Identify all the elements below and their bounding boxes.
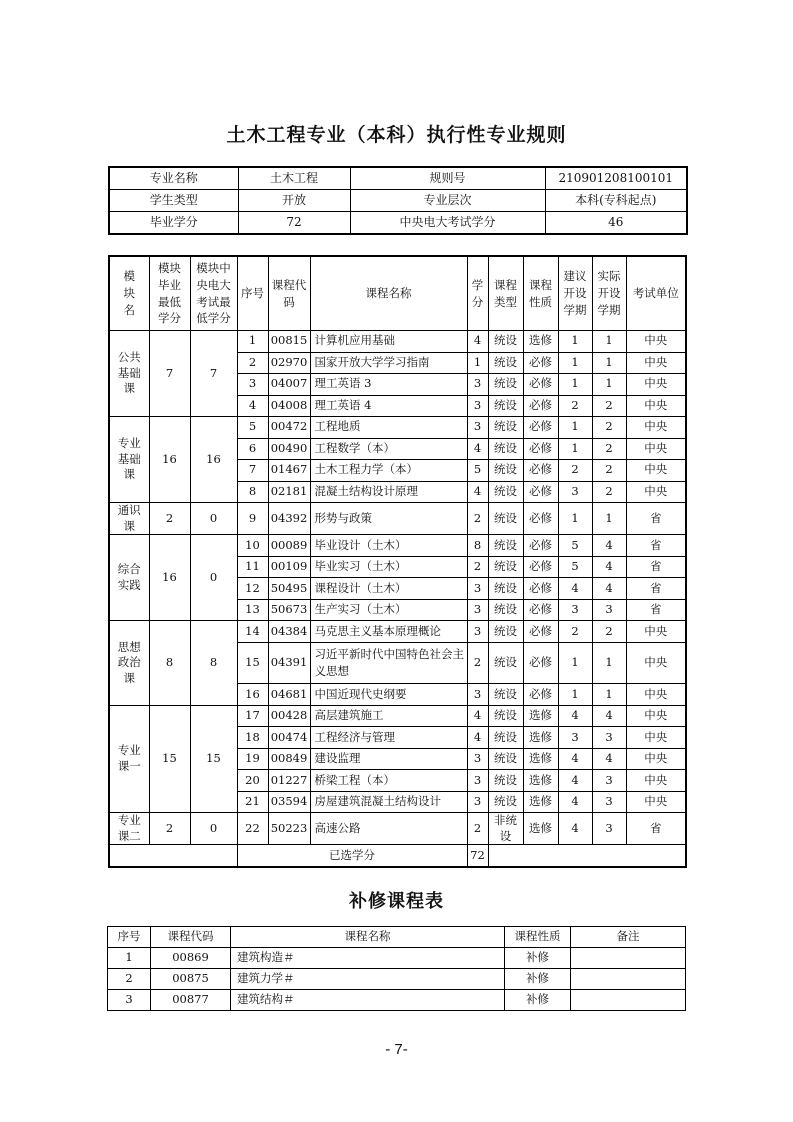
course-seq: 5 [237, 417, 268, 439]
course-type: 统设 [488, 705, 523, 727]
total-blank [488, 845, 686, 867]
actual-term: 4 [592, 705, 626, 727]
module-min-credit: 16 [149, 417, 190, 503]
exam-unit: 中央 [626, 642, 686, 684]
actual-term: 4 [592, 748, 626, 770]
course-code: 01227 [268, 770, 310, 792]
table-row [109, 705, 686, 727]
course-name: 桥梁工程（本） [310, 770, 467, 792]
course-seq: 2 [237, 352, 268, 374]
exam-unit: 中央 [626, 331, 686, 353]
course-credit: 3 [467, 748, 488, 770]
column-header: 序号 [108, 927, 151, 948]
actual-term: 2 [592, 460, 626, 482]
exam-unit: 省 [626, 556, 686, 578]
course-credit: 3 [467, 395, 488, 417]
course-code: 00869 [151, 948, 231, 969]
course-name: 习近平新时代中国特色社会主义思想 [310, 642, 467, 684]
exam-unit: 省 [626, 503, 686, 535]
course-name: 计算机应用基础 [310, 331, 467, 353]
exam-unit: 中央 [626, 727, 686, 749]
actual-term: 4 [592, 556, 626, 578]
course-credit: 1 [467, 352, 488, 374]
course-seq: 9 [237, 503, 268, 535]
course-type: 统设 [488, 331, 523, 353]
module-name: 思想政治课 [109, 621, 149, 706]
info-row [109, 190, 687, 212]
info-label: 专业层次 [350, 190, 545, 212]
suggested-term: 4 [558, 748, 592, 770]
exam-unit: 省 [626, 599, 686, 621]
course-credit: 3 [467, 578, 488, 600]
exam-unit: 中央 [626, 438, 686, 460]
column-header: 序号 [237, 256, 268, 331]
module-min-credit: 8 [149, 621, 190, 706]
course-seq: 10 [237, 535, 268, 557]
column-header: 建议开设学期 [558, 256, 592, 331]
course-seq: 22 [237, 813, 268, 845]
course-type: 非统设 [488, 813, 523, 845]
info-label: 专业名称 [109, 167, 238, 190]
column-header: 课程类型 [488, 256, 523, 331]
course-seq: 18 [237, 727, 268, 749]
exam-unit: 中央 [626, 460, 686, 482]
course-seq: 16 [237, 684, 268, 706]
column-header: 模块毕业最低学分 [149, 256, 190, 331]
course-name: 理工英语 4 [310, 395, 467, 417]
course-seq: 14 [237, 621, 268, 643]
suggested-term: 3 [558, 599, 592, 621]
actual-term: 3 [592, 791, 626, 813]
info-value: 210901208100101 [545, 167, 687, 190]
course-seq: 12 [237, 578, 268, 600]
course-type: 统设 [488, 503, 523, 535]
module-exam-credit: 15 [190, 705, 237, 813]
suggested-term: 3 [558, 727, 592, 749]
course-name: 国家开放大学学习指南 [310, 352, 467, 374]
course-credit: 2 [467, 556, 488, 578]
column-header: 学分 [467, 256, 488, 331]
module-name: 专业基础课 [109, 417, 149, 503]
actual-term: 2 [592, 395, 626, 417]
module-exam-credit: 8 [190, 621, 237, 706]
info-label: 规则号 [350, 167, 545, 190]
actual-term: 4 [592, 535, 626, 557]
course-seq: 6 [237, 438, 268, 460]
remark [571, 969, 686, 990]
course-credit: 3 [467, 791, 488, 813]
actual-term: 4 [592, 578, 626, 600]
course-table [108, 255, 687, 868]
course-name: 建筑力学＃ [231, 969, 505, 990]
actual-term: 3 [592, 770, 626, 792]
course-name: 房屋建筑混凝土结构设计 [310, 791, 467, 813]
info-value: 土木工程 [238, 167, 350, 190]
course-nature: 选修 [523, 770, 558, 792]
course-nature: 必修 [523, 395, 558, 417]
suggested-term: 1 [558, 352, 592, 374]
module-min-credit: 2 [149, 813, 190, 845]
course-code: 50673 [268, 599, 310, 621]
course-type: 统设 [488, 770, 523, 792]
remark [571, 948, 686, 969]
info-row [109, 167, 687, 190]
course-credit: 3 [467, 417, 488, 439]
course-seq: 11 [237, 556, 268, 578]
course-type: 统设 [488, 599, 523, 621]
actual-term: 2 [592, 417, 626, 439]
course-credit: 8 [467, 535, 488, 557]
suggested-term: 4 [558, 578, 592, 600]
course-nature: 必修 [523, 642, 558, 684]
suggested-term: 1 [558, 374, 592, 396]
course-seq: 3 [237, 374, 268, 396]
course-type: 统设 [488, 481, 523, 503]
module-name: 综合实践 [109, 535, 149, 621]
suggested-term: 1 [558, 417, 592, 439]
course-credit: 4 [467, 727, 488, 749]
course-code: 00877 [151, 990, 231, 1011]
actual-term: 3 [592, 727, 626, 749]
suggested-term: 4 [558, 813, 592, 845]
course-code: 00875 [151, 969, 231, 990]
course-code: 04681 [268, 684, 310, 706]
suggested-term: 4 [558, 705, 592, 727]
course-nature: 必修 [523, 503, 558, 535]
module-exam-credit: 16 [190, 417, 237, 503]
course-nature: 必修 [523, 556, 558, 578]
exam-unit: 省 [626, 578, 686, 600]
module-name: 专业课二 [109, 813, 149, 845]
course-code: 04392 [268, 503, 310, 535]
course-nature: 选修 [523, 331, 558, 353]
course-nature: 选修 [523, 727, 558, 749]
table-row [109, 417, 686, 439]
supplement-title: 补修课程表 [349, 891, 444, 912]
module-exam-credit: 0 [190, 535, 237, 621]
course-nature: 必修 [523, 417, 558, 439]
course-seq: 1 [237, 331, 268, 353]
course-nature: 必修 [523, 599, 558, 621]
course-type: 统设 [488, 460, 523, 482]
course-credit: 5 [467, 460, 488, 482]
course-type: 统设 [488, 352, 523, 374]
course-name: 混凝土结构设计原理 [310, 481, 467, 503]
course-type: 统设 [488, 727, 523, 749]
exam-unit: 中央 [626, 748, 686, 770]
course-name: 形势与政策 [310, 503, 467, 535]
course-nature: 选修 [523, 813, 558, 845]
exam-unit: 中央 [626, 770, 686, 792]
course-credit: 2 [467, 813, 488, 845]
course-code: 04008 [268, 395, 310, 417]
course-type: 统设 [488, 748, 523, 770]
course-code: 00474 [268, 727, 310, 749]
exam-unit: 中央 [626, 621, 686, 643]
course-credit: 3 [467, 599, 488, 621]
course-code: 00109 [268, 556, 310, 578]
total-row [109, 845, 686, 867]
course-name: 理工英语 3 [310, 374, 467, 396]
column-header: 考试单位 [626, 256, 686, 331]
course-name: 工程经济与管理 [310, 727, 467, 749]
course-nature: 必修 [523, 438, 558, 460]
exam-unit: 省 [626, 535, 686, 557]
course-name: 高层建筑施工 [310, 705, 467, 727]
course-code: 04007 [268, 374, 310, 396]
course-type: 统设 [488, 556, 523, 578]
info-label: 毕业学分 [109, 212, 238, 235]
course-credit: 2 [467, 503, 488, 535]
course-type: 统设 [488, 417, 523, 439]
course-code: 00849 [268, 748, 310, 770]
supplement-header-row [108, 927, 686, 948]
course-credit: 4 [467, 331, 488, 353]
course-nature: 必修 [523, 460, 558, 482]
suggested-term: 1 [558, 331, 592, 353]
table-row [109, 813, 686, 845]
suggested-term: 3 [558, 481, 592, 503]
seq: 3 [108, 990, 151, 1011]
suggested-term: 1 [558, 684, 592, 706]
column-header: 实际开设学期 [592, 256, 626, 331]
course-name: 建筑构造＃ [231, 948, 505, 969]
suggested-term: 4 [558, 791, 592, 813]
header-row [109, 256, 686, 331]
suggested-term: 2 [558, 621, 592, 643]
actual-term: 1 [592, 503, 626, 535]
table-row [109, 503, 686, 535]
course-code: 02181 [268, 481, 310, 503]
actual-term: 1 [592, 331, 626, 353]
actual-term: 2 [592, 438, 626, 460]
course-name: 生产实习（土木） [310, 599, 467, 621]
course-seq: 8 [237, 481, 268, 503]
module-exam-credit: 0 [190, 813, 237, 845]
info-row [109, 212, 687, 235]
course-seq: 7 [237, 460, 268, 482]
course-code: 02970 [268, 352, 310, 374]
course-seq: 21 [237, 791, 268, 813]
course-nature: 必修 [523, 352, 558, 374]
page-number: - 7- [385, 1041, 408, 1058]
course-code: 00089 [268, 535, 310, 557]
suggested-term: 5 [558, 556, 592, 578]
course-nature: 补修 [505, 969, 571, 990]
suggested-term: 1 [558, 438, 592, 460]
course-credit: 3 [467, 684, 488, 706]
suggested-term: 2 [558, 460, 592, 482]
course-type: 统设 [488, 578, 523, 600]
course-type: 统设 [488, 438, 523, 460]
course-nature: 必修 [523, 621, 558, 643]
info-value: 46 [545, 212, 687, 235]
course-name: 建筑结构＃ [231, 990, 505, 1011]
course-nature: 必修 [523, 578, 558, 600]
course-type: 统设 [488, 374, 523, 396]
course-code: 00490 [268, 438, 310, 460]
exam-unit: 省 [626, 813, 686, 845]
course-nature: 必修 [523, 535, 558, 557]
course-code: 50495 [268, 578, 310, 600]
supplement-row [108, 948, 686, 969]
module-name: 通识课 [109, 503, 149, 535]
course-type: 统设 [488, 395, 523, 417]
actual-term: 2 [592, 481, 626, 503]
course-seq: 4 [237, 395, 268, 417]
table-row [109, 535, 686, 557]
module-min-credit: 15 [149, 705, 190, 813]
module-name: 专业课一 [109, 705, 149, 813]
course-type: 统设 [488, 791, 523, 813]
suggested-term: 1 [558, 503, 592, 535]
exam-unit: 中央 [626, 705, 686, 727]
course-name: 毕业设计（土木） [310, 535, 467, 557]
course-nature: 必修 [523, 481, 558, 503]
course-code: 04384 [268, 621, 310, 643]
course-code: 01467 [268, 460, 310, 482]
actual-term: 2 [592, 621, 626, 643]
course-name: 中国近现代史纲要 [310, 684, 467, 706]
course-credit: 4 [467, 481, 488, 503]
course-code: 04391 [268, 642, 310, 684]
course-name: 工程地质 [310, 417, 467, 439]
module-min-credit: 2 [149, 503, 190, 535]
course-name: 土木工程力学（本） [310, 460, 467, 482]
course-nature: 补修 [505, 990, 571, 1011]
exam-unit: 中央 [626, 417, 686, 439]
exam-unit: 中央 [626, 684, 686, 706]
column-header: 课程代码 [151, 927, 231, 948]
course-seq: 19 [237, 748, 268, 770]
info-label: 学生类型 [109, 190, 238, 212]
column-header: 课程名称 [231, 927, 505, 948]
suggested-term: 2 [558, 395, 592, 417]
actual-term: 1 [592, 642, 626, 684]
course-seq: 17 [237, 705, 268, 727]
course-code: 00815 [268, 331, 310, 353]
course-code: 00472 [268, 417, 310, 439]
course-credit: 4 [467, 438, 488, 460]
course-code: 00428 [268, 705, 310, 727]
column-header: 课程性质 [505, 927, 571, 948]
course-nature: 选修 [523, 748, 558, 770]
supplement-table [107, 926, 686, 1011]
info-label: 中央电大考试学分 [350, 212, 545, 235]
course-type: 统设 [488, 642, 523, 684]
exam-unit: 中央 [626, 352, 686, 374]
total-value: 72 [467, 845, 488, 867]
exam-unit: 中央 [626, 481, 686, 503]
column-header: 备注 [571, 927, 686, 948]
info-table [108, 166, 688, 235]
course-nature: 选修 [523, 705, 558, 727]
course-nature: 选修 [523, 791, 558, 813]
actual-term: 3 [592, 599, 626, 621]
info-value: 本科(专科起点) [545, 190, 687, 212]
supplement-row [108, 990, 686, 1011]
column-header: 课程性质 [523, 256, 558, 331]
actual-term: 3 [592, 813, 626, 845]
suggested-term: 4 [558, 770, 592, 792]
course-name: 毕业实习（土木） [310, 556, 467, 578]
course-credit: 3 [467, 770, 488, 792]
course-nature: 补修 [505, 948, 571, 969]
column-header: 模块名 [109, 256, 149, 331]
course-name: 马克思主义基本原理概论 [310, 621, 467, 643]
suggested-term: 1 [558, 642, 592, 684]
total-blank [109, 845, 237, 867]
info-value: 72 [238, 212, 350, 235]
course-code: 03594 [268, 791, 310, 813]
module-min-credit: 7 [149, 331, 190, 417]
course-nature: 必修 [523, 684, 558, 706]
seq: 2 [108, 969, 151, 990]
supplement-row [108, 969, 686, 990]
page-title: 土木工程专业（本科）执行性专业规则 [226, 124, 567, 146]
module-min-credit: 16 [149, 535, 190, 621]
course-credit: 3 [467, 374, 488, 396]
column-header: 课程代码 [268, 256, 310, 331]
course-type: 统设 [488, 684, 523, 706]
exam-unit: 中央 [626, 374, 686, 396]
module-exam-credit: 0 [190, 503, 237, 535]
module-name: 公共基础课 [109, 331, 149, 417]
remark [571, 990, 686, 1011]
course-type: 统设 [488, 535, 523, 557]
course-name: 高速公路 [310, 813, 467, 845]
table-row [109, 331, 686, 353]
course-credit: 2 [467, 642, 488, 684]
module-exam-credit: 7 [190, 331, 237, 417]
course-type: 统设 [488, 621, 523, 643]
course-credit: 3 [467, 621, 488, 643]
actual-term: 1 [592, 352, 626, 374]
column-header: 模块中央电大考试最低学分 [190, 256, 237, 331]
course-seq: 13 [237, 599, 268, 621]
course-seq: 15 [237, 642, 268, 684]
course-seq: 20 [237, 770, 268, 792]
actual-term: 1 [592, 374, 626, 396]
suggested-term: 5 [558, 535, 592, 557]
course-credit: 4 [467, 705, 488, 727]
exam-unit: 中央 [626, 395, 686, 417]
exam-unit: 中央 [626, 791, 686, 813]
course-name: 建设监理 [310, 748, 467, 770]
course-code: 50223 [268, 813, 310, 845]
info-value: 开放 [238, 190, 350, 212]
total-label: 已选学分 [237, 845, 467, 867]
actual-term: 1 [592, 684, 626, 706]
column-header: 课程名称 [310, 256, 467, 331]
seq: 1 [108, 948, 151, 969]
course-name: 工程数学（本） [310, 438, 467, 460]
table-row [109, 621, 686, 643]
course-name: 课程设计（土木） [310, 578, 467, 600]
course-nature: 必修 [523, 374, 558, 396]
